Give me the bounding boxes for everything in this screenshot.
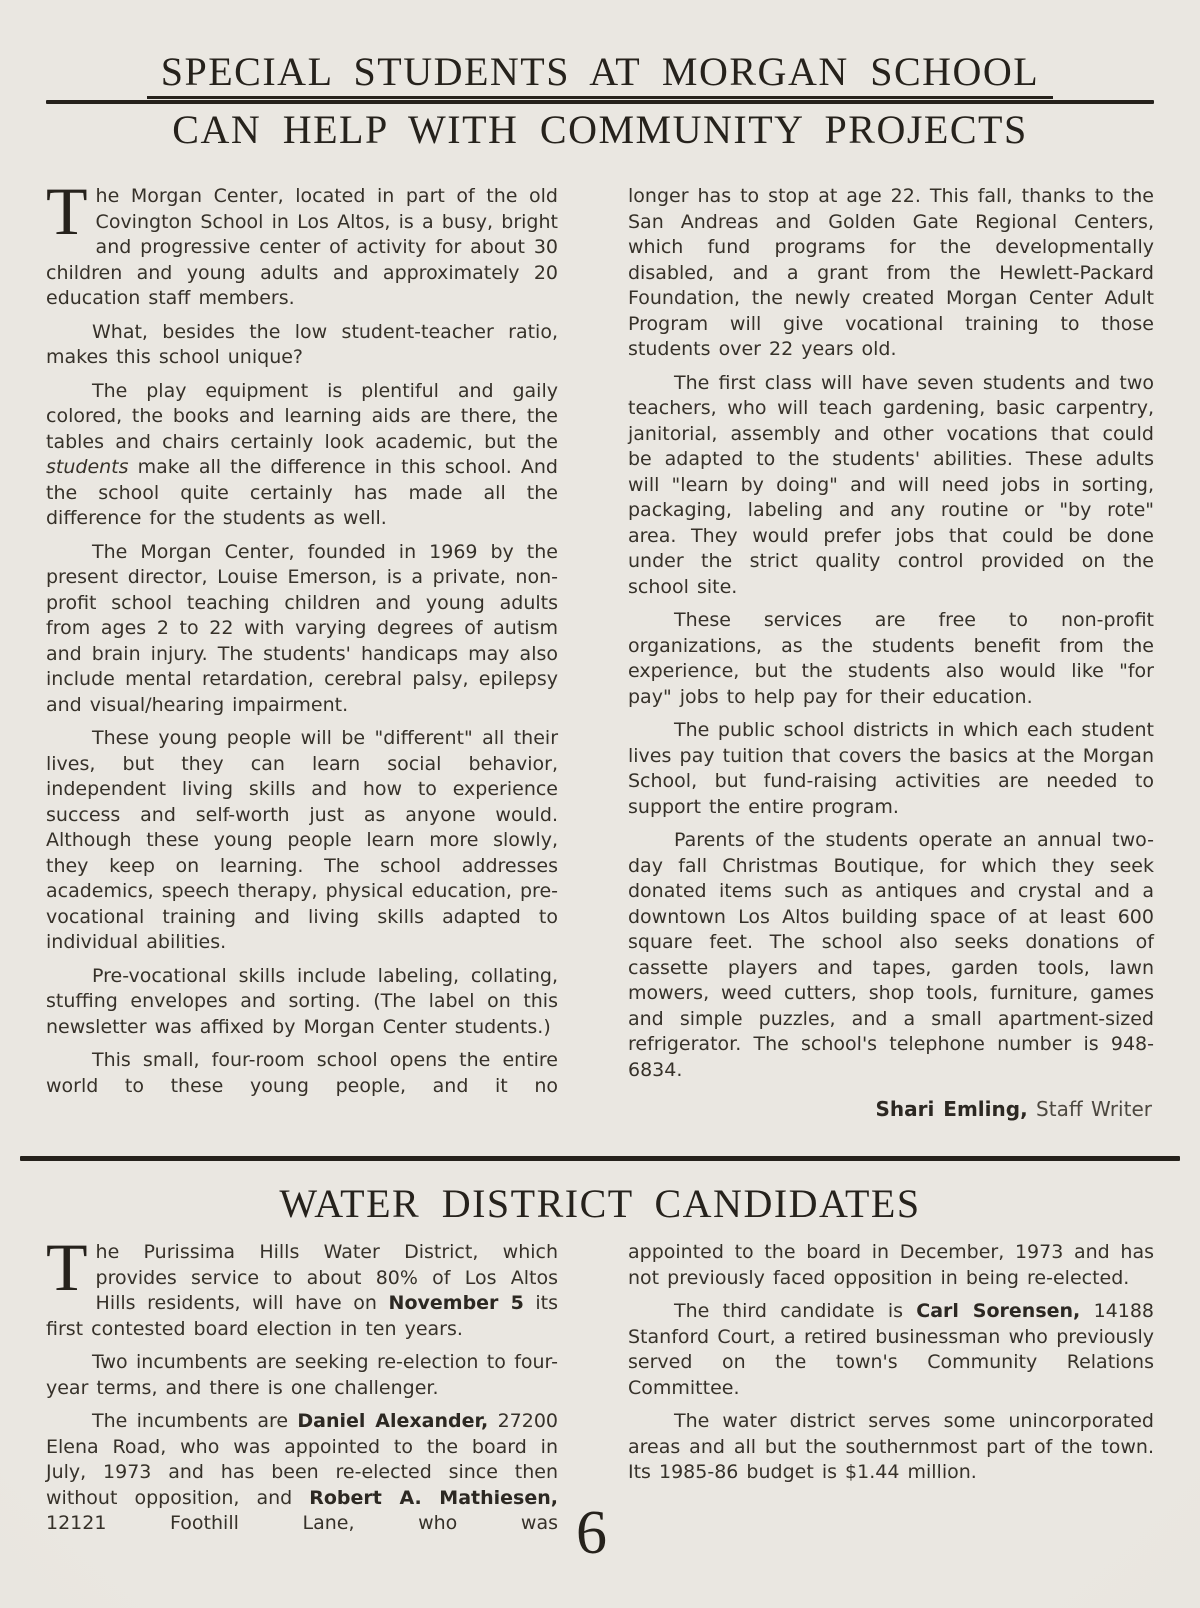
body-paragraph	[46, 320, 558, 371]
text-run: 12121 Foothill Lane, who was	[46, 1512, 558, 1534]
text-run: This small, four-room school opens the entire world to these young people, and it no	[46, 1049, 558, 1097]
article2-title: WATER DISTRICT CANDIDATES	[279, 1181, 921, 1226]
body-paragraph	[46, 1229, 558, 1342]
text-run: What, besides the low student-teacher ratio, makes this school unique?	[46, 320, 558, 368]
body-paragraph	[628, 184, 1154, 363]
article-morgan-school	[46, 173, 1154, 1123]
text-run: Two incumbents are seeking re-election to four-year terms, and there is one challenger.	[46, 1351, 558, 1399]
text-run: The first class will have seven students and two teachers, who will teach gardening, basic carpentry, janitorial, assembly and other vocations that could be adapted to the students' abilities. These adults will "learn by doing" and will need jobs in sorting, packaging, labeling and any routine or "by rote" area. They would prefer jobs that could be done under the strict quality control provided on the school site.	[628, 371, 1154, 598]
page-number: 6	[576, 1499, 607, 1567]
text-run: 27200 Elena Road, who was appointed to the board in July, 1973 and has been re-elected since then without opposition, and	[46, 1410, 559, 1509]
body-paragraph	[628, 371, 1154, 601]
body-paragraph	[628, 718, 1154, 820]
text-run: The third candidate is	[674, 1300, 917, 1322]
body-paragraph	[46, 379, 558, 532]
byline-role: Staff Writer	[1036, 1097, 1152, 1121]
text-run: make all the difference in this school. And the school quite certainly has made all the difference for the students as well.	[46, 456, 558, 529]
dropcap: T	[46, 1229, 88, 1305]
bold-text-run: Robert A. Mathiesen,	[309, 1486, 558, 1509]
italic-text-run: students	[46, 456, 129, 478]
body-paragraph	[46, 1350, 558, 1401]
body-paragraph	[628, 1299, 1154, 1401]
text-run: he Purissima Hills Water District, which provides service to about 80% of Los Altos Hills residents, will have on	[95, 1241, 558, 1314]
bold-text-run: November 5	[388, 1292, 524, 1314]
article1-columns	[46, 173, 1154, 1123]
text-run: These services are free to non-profit organizations, as the students benefit from the experience, but the students also would like "for pay" jobs to help pay for their education.	[628, 609, 1154, 708]
text-run: longer has to stop at age 22. This fall, thanks to the San Andreas and Golden Gate Regional Centers, which fund programs for the developmentally disabled, and a grant from the Hewlett-Packard Foundation, the newly created Morgan Center Adult Program will give vocational training to those students over 22 years old.	[628, 185, 1154, 360]
byline-author: Shari Emling,	[875, 1097, 1028, 1121]
article2-title-wrap	[0, 1182, 1200, 1226]
body-paragraph	[46, 1409, 558, 1537]
text-run: The public school districts in which each student lives pay tuition that covers the basics at the Morgan School, but fund-raising activities are needed to support the entire program.	[628, 719, 1154, 818]
text-run: Parents of the students operate an annual two-day fall Christmas Boutique, for which they seek donated items such as antiques and crystal and a downtown Los Altos building space of at least 600 square feet. The school also seeks donations of cassette players and tapes, garden tools, lawn mowers, weed cutters, shop tools, furniture, games and simple puzzles, and a small apartment-sized refrigerator. The school's telephone number is 948-6834.	[628, 829, 1154, 1081]
article1-title-line2: CAN HELP WITH COMMUNITY PROJECTS	[172, 107, 1028, 152]
body-paragraph	[628, 608, 1154, 710]
bold-text-run: Carl Sorensen,	[916, 1300, 1081, 1322]
body-paragraph	[46, 540, 558, 719]
body-paragraph	[46, 173, 558, 312]
section-divider-rule	[20, 1156, 1180, 1161]
text-run: The incumbents are	[92, 1410, 298, 1432]
text-run: Pre-vocational skills include labeling, collating, stuffing envelopes and sorting. (The label on this newsletter was affixed by Morgan Center students.)	[46, 964, 558, 1038]
masthead-divider-rule	[46, 100, 1154, 104]
body-paragraph	[628, 828, 1154, 1083]
text-run: The Morgan Center, founded in 1969 by the present director, Louise Emerson, is a private, non-profit school teaching children and young adults from ages 2 to 22 with varying degrees of autism and brain injury. The students' handicaps may also include mental retardation, cerebral palsy, epilepsy and visual/hearing impairment.	[46, 540, 558, 716]
masthead	[46, 50, 1154, 152]
article2-column-right	[628, 1240, 1154, 1537]
body-paragraph	[628, 1409, 1154, 1486]
article2-columns	[46, 1229, 1155, 1537]
article1-title-line1	[46, 50, 1154, 99]
body-paragraph	[46, 1048, 558, 1099]
text-run: The water district serves some unincorporated areas and all but the southernmost part of the town. Its 1985-86 budget is $1.44 million.	[628, 1410, 1154, 1483]
body-paragraph	[46, 726, 558, 956]
body-paragraph	[628, 1240, 1154, 1291]
text-run: its first contested board election in ten years.	[46, 1292, 558, 1340]
text-run: he Morgan Center, located in part of the old Covington School in Los Altos, is a busy, bright and progressive center of activity for about 30 children and young adults and approximately 20 education staff members.	[46, 185, 558, 309]
article-water-district	[46, 1229, 1155, 1537]
text-run: appointed to the board in December, 1973 and has not previously faced opposition in being re-elected.	[628, 1241, 1154, 1289]
article1-title-line1-text: SPECIAL STUDENTS AT MORGAN SCHOOL	[147, 50, 1053, 99]
dropcap: T	[46, 173, 88, 249]
text-run: 14188 Stanford Court, a retired businessman who previously served on the town's Community Relations Committee.	[628, 1300, 1155, 1399]
article2-column-left	[46, 1229, 559, 1537]
byline	[628, 1097, 1154, 1123]
article1-column-right	[628, 184, 1154, 1123]
article1-column-right-paragraphs	[628, 184, 1154, 1083]
bold-text-run: Daniel Alexander,	[297, 1410, 489, 1432]
text-run: These young people will be "different" all their lives, but they can learn social behavior, independent living skills and how to experience success and self-worth just as anyone would. Although these young people learn more slowly, they keep on learning. The school addresses academics, speech therapy, physical education, pre-vocational training and living skills adapted to individual abilities.	[46, 727, 558, 953]
text-run: The play equipment is plentiful and gaily colored, the books and learning aids are there, the tables and chairs certainly look academic, but the	[46, 379, 558, 453]
article1-column-left	[46, 173, 558, 1123]
body-paragraph	[46, 964, 558, 1041]
